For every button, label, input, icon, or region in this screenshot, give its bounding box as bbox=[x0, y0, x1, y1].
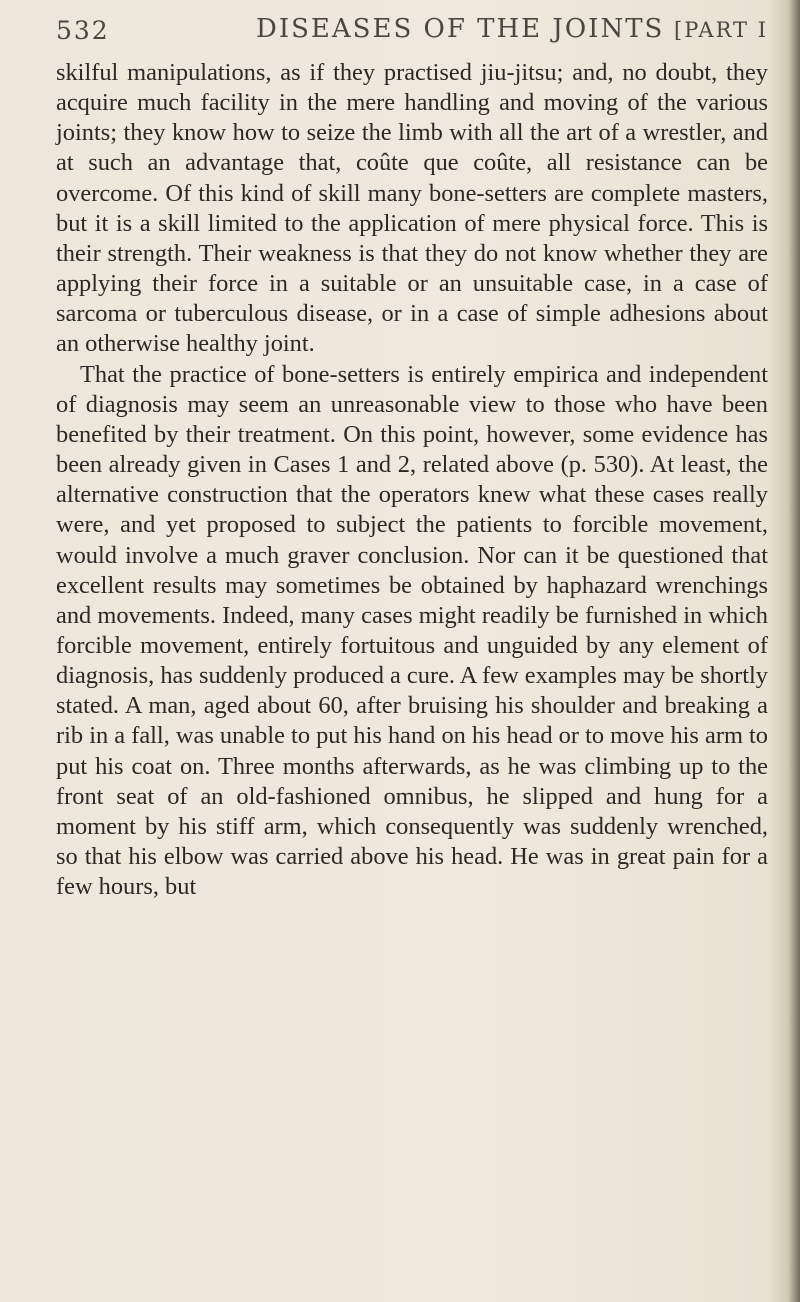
body-text bbox=[56, 58, 768, 902]
part-label: [PART I bbox=[674, 18, 768, 42]
running-title: DISEASES OF THE JOINTS bbox=[256, 14, 665, 44]
page-header bbox=[56, 10, 768, 54]
page-number: 532 bbox=[56, 16, 110, 45]
paragraph-1: skilful manipulations, as if they practised jiu-jitsu; and, no doubt, they acquire much facility in the mere handling and moving of the various joints; they know how to seize the limb with all the art of a wrestler, and at such an advantage that, coûte que coûte, all resistance can be overcome. Of this kind of skill many bone-setters are complete masters, but it is a skill limited to the application of mere physical force. This is their strength. Their weakness is that they do not know whether they are applying their force in a suitable or an unsuitable case, in a case of sarcoma or tuberculous disease, or in a case of simple adhesions about an otherwise healthy joint. bbox=[56, 59, 768, 358]
paragraph-2: That the practice of bone-setters is entirely empirica and independent of diagnosis may seem an unreasonable view to those who have been benefited by their treatment. On this point, however, some evidence has been already given in Cases 1 and 2, related above (p. 530). At least, the alternative construction that the operators knew what these cases really were, and yet proposed to subject the patients to forcible movement, would involve a much graver conclusion. Nor can it be questioned that excellent results may sometimes be obtained by haphazard wrenchings and movements. Indeed, many cases might readily be furnished in which forcible movement, entirely fortuitous and unguided by any element of diagnosis, has suddenly produced a cure. A few examples may be shortly stated. A man, aged about 60, after bruising his shoulder and breaking a rib in a fall, was unable to put his hand on his head or to move his arm to put his coat on. Three months afterwards, as he was climbing up to the front seat of an old-fashioned omnibus, he slipped and hung for a moment by his stiff arm, which consequently was suddenly wrenched, so that his elbow was carried above his head. He was in great pain for a few hours, but bbox=[56, 360, 768, 901]
